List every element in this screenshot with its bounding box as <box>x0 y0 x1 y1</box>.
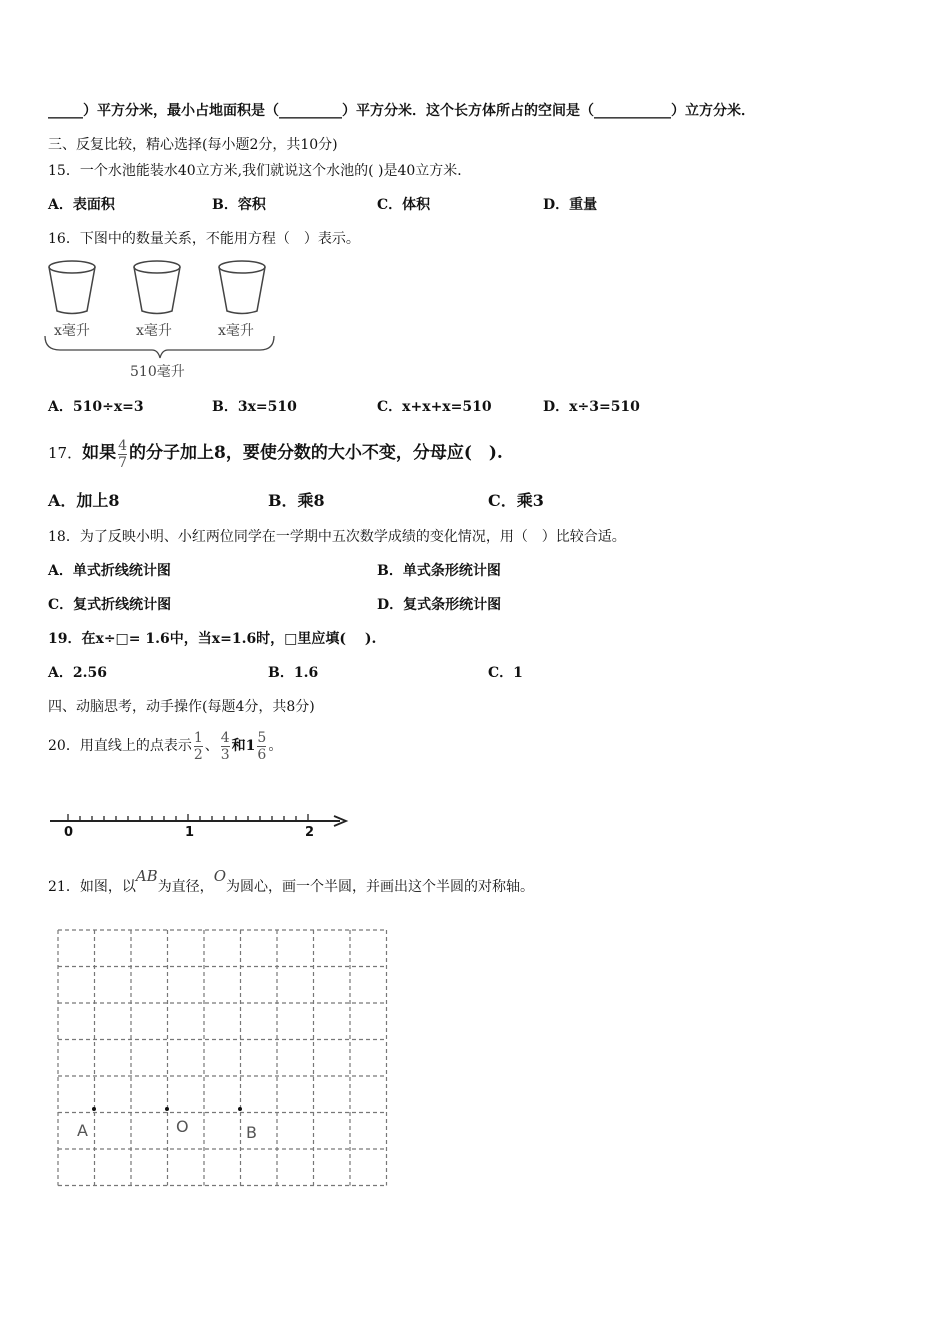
axis-label-1: 1 <box>185 825 195 840</box>
q20-end: 。 <box>268 738 283 754</box>
q20-stem <box>48 721 282 771</box>
q20-text-a: 20．用直线上的点表示 <box>48 738 192 754</box>
q18-option-a[interactable]: A．单式折线统计图 <box>48 563 171 579</box>
q19-stem: 19．在x÷□= 1.6中，当x=1.6时，□里应填( ). <box>48 631 377 647</box>
q15-option-d[interactable]: D．重量 <box>543 197 598 213</box>
point-a-label: A <box>77 1121 88 1140</box>
q15-option-a[interactable]: A．表面积 <box>48 197 115 213</box>
q20-fraction-2: $\frac{4}{3}$ <box>220 729 230 763</box>
q21-text-c: 为圆心，画一个半圆，并画出这个半圆的对称轴。 <box>226 879 534 895</box>
q16-option-a[interactable]: A．510÷x=3 <box>48 399 144 415</box>
q16-option-c[interactable]: C．x+x+x=510 <box>377 399 492 415</box>
cup-2-label: x毫升 <box>136 323 172 339</box>
q21-stem <box>48 866 534 907</box>
q19-option-c[interactable]: C．1 <box>488 665 523 681</box>
point-a-dot <box>92 1107 96 1111</box>
point-o-label: O <box>176 1117 189 1136</box>
cup-1-label: x毫升 <box>54 323 90 339</box>
total-brace <box>45 336 274 358</box>
q16-stem: 16．下图中的数量关系，不能用方程（ ）表示。 <box>48 231 360 247</box>
q15-option-c[interactable]: C．体积 <box>377 197 431 213</box>
cup-3 <box>219 261 265 314</box>
cup-3-label: x毫升 <box>218 323 254 339</box>
section-4-title: 四、动脑思考，动手操作(每题4分，共8分) <box>48 699 315 715</box>
q16-option-d[interactable]: D．x÷3=510 <box>543 399 640 415</box>
q17-option-a[interactable]: A．加上8 <box>48 491 120 510</box>
q21-o: O <box>213 867 226 885</box>
q18-option-b[interactable]: B．单式条形统计图 <box>377 563 501 579</box>
point-b-dot <box>238 1107 242 1111</box>
cup-2 <box>134 261 180 314</box>
q20-fraction-3: $\frac{5}{6}$ <box>257 729 267 763</box>
q15-option-b[interactable]: B．容积 <box>212 197 266 213</box>
q16-cups-figure <box>40 256 280 386</box>
total-label: 510毫升 <box>130 364 185 380</box>
section-3-title: 三、反复比较，精心选择(每小题2分，共10分) <box>48 137 338 153</box>
q21-text-b: 为直径， <box>157 879 214 895</box>
q20-fraction-1: $\frac{1}{2}$ <box>193 729 203 763</box>
q18-option-c[interactable]: C．复式折线统计图 <box>48 597 172 613</box>
q17-number: 17． <box>48 444 83 462</box>
q17-text-b: 的分子加上8，要使分数的大小不变，分母应( ). <box>129 443 503 463</box>
cup-1 <box>49 261 95 314</box>
axis-label-0: 0 <box>64 825 74 840</box>
q20-separator: 、 <box>204 738 219 754</box>
q17-text-a: 如果 <box>82 443 117 463</box>
number-line <box>48 806 353 842</box>
q16-option-b[interactable]: B．3x=510 <box>212 399 297 415</box>
point-o-dot <box>165 1107 169 1111</box>
q20-and: 和1 <box>231 738 256 754</box>
q21-text-a: 21．如图，以 <box>48 879 136 895</box>
point-b-label: B <box>246 1123 257 1142</box>
q18-option-d[interactable]: D．复式条形统计图 <box>377 597 502 613</box>
q17-option-b[interactable]: B．乘8 <box>268 491 325 510</box>
q17-fraction: $\frac{4}{7}$ <box>118 437 128 471</box>
axis-label-2: 2 <box>305 825 315 840</box>
q17-stem <box>48 428 503 478</box>
q15-stem: 15．一个水池能装水40立方米,我们就说这个水池的( )是40立方米． <box>48 163 472 179</box>
q18-stem: 18．为了反映小明、小红两位同学在一学期中五次数学成绩的变化情况，用（ ）比较合适。 <box>48 529 626 545</box>
q17-option-c[interactable]: C．乘3 <box>488 491 544 510</box>
dashed-grid[interactable] <box>50 922 395 1192</box>
q14-tail: _____）平方分米，最小占地面积是（_________）平方分米．这个长方体所占的空间是（___________）立方分米． <box>48 103 755 119</box>
q19-option-b[interactable]: B．1.6 <box>268 665 319 681</box>
q21-ab: AB <box>135 867 158 885</box>
q19-option-a[interactable]: A．2.56 <box>48 665 107 681</box>
